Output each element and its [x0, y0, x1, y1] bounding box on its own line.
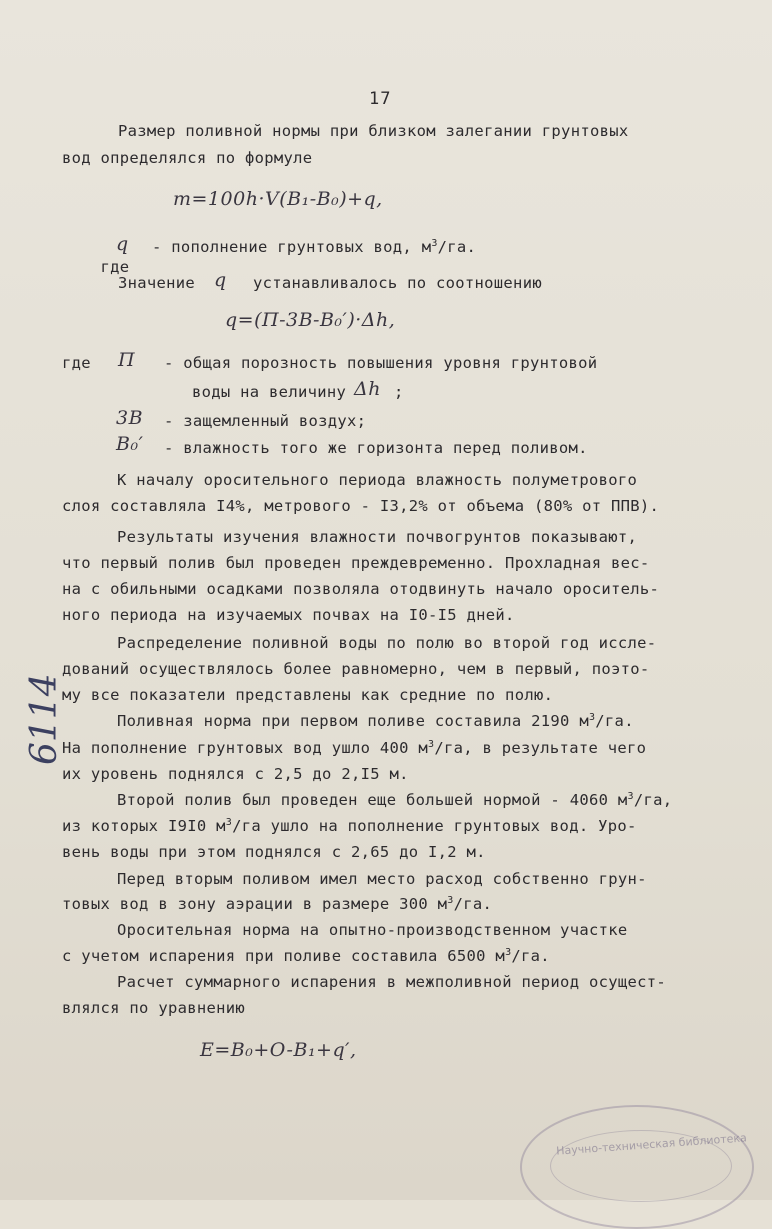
text-line: Размер поливной нормы при близком залегании грунтовых [118, 122, 629, 140]
symbol-delta-h: Δh [354, 378, 381, 400]
text-line [117, 711, 634, 731]
formula-evaporation: E=B₀+O-B₁+q′, [200, 1039, 357, 1061]
superscript: 3 [505, 946, 512, 958]
unit-text: /га. [511, 947, 550, 965]
text-line: слоя составляла I4%, метрового - I3,2% от объема (80% от ППВ). [62, 497, 660, 515]
text-line [62, 894, 492, 914]
text-part: На пополнение грунтовых вод ушло 400 м [62, 739, 429, 757]
text-line: Расчет суммарного испарения в межполивной период осущест- [117, 973, 667, 991]
text-part: товых вод в зону аэрации в размере 300 м [62, 895, 448, 913]
superscript: 3 [428, 738, 435, 750]
text-line: что первый полив был проведен преждевременно. Прохладная вес- [62, 554, 650, 572]
text-line: Оросительная норма на опытно-производственном участке [117, 921, 628, 939]
text-part: /га, в результате чего [434, 739, 647, 757]
text-line [62, 946, 550, 966]
text-line: Результаты изучения влажности почвогрунтов показывают, [117, 528, 638, 546]
library-stamp-text: Научно-техническая библиотека [555, 1131, 748, 1158]
unit-text: /га. [595, 712, 634, 730]
symbol-P: П [118, 349, 136, 371]
text-line: воды на величину [192, 383, 347, 401]
text-line: вод определялся по формуле [62, 149, 313, 167]
definition-text: - пополнение грунтовых вод, м [152, 238, 432, 256]
formula-q: q=(П-3В-B₀′)·Δh, [225, 309, 396, 331]
text-line: вень воды при этом поднялся с 2,65 до I,2 м. [62, 843, 486, 861]
text-line: Перед вторым поливом имел место расход собственно грун- [117, 870, 647, 888]
superscript: 3 [225, 816, 233, 828]
text-line: их уровень поднялся с 2,5 до 2,I5 м. [62, 765, 409, 783]
text-line: дований осуществлялось более равномерно, чем в первый, поэто- [62, 660, 650, 678]
formula-irrigation-norm: m=100h·V(B₁-B₀)+q, [173, 188, 383, 210]
symbol-q: q [116, 233, 129, 255]
text-line [62, 738, 646, 758]
text-line [152, 237, 476, 257]
text-line: на с обильными осадками позволяла отодвинуть начало ороситель- [62, 580, 660, 598]
text-part: из которых I9I0 м [62, 817, 226, 835]
text-part: /га ушло на пополнение грунтовых вод. Уро- [232, 817, 637, 835]
symbol-B0-prime: B₀′ [116, 433, 144, 455]
superscript: 3 [588, 711, 596, 723]
unit-text: /га, [633, 791, 673, 809]
text-line: устанавливалось по соотношению [253, 274, 542, 292]
superscript: 3 [447, 894, 454, 906]
text-part: с учетом испарения при поливе составила 6500 м [62, 947, 506, 965]
label-where: где [62, 354, 91, 372]
superscript: 3 [431, 237, 438, 249]
text-line: - влажность того же горизонта перед поливом. [164, 439, 588, 457]
symbol-3V: 3В [116, 407, 144, 429]
text-line: ного периода на изучаемых почвах на I0-I5 дней. [62, 606, 515, 624]
text-line: - общая порозность повышения уровня грунтовой [164, 354, 598, 372]
text-line: ; [394, 383, 404, 401]
text-line: К началу оросительного периода влажность полуметрового [117, 471, 638, 489]
text-part: Второй полив был проведен еще большей нормой - 4060 м [117, 791, 628, 809]
text-line [62, 816, 637, 836]
page-number: 17 [369, 89, 392, 109]
text-line: Распределение поливной воды по полю во второй год иссле- [117, 634, 657, 652]
text-line: - защемленный воздух; [164, 412, 367, 430]
margin-inventory-number: 6114 [24, 673, 65, 765]
label-where: где [100, 258, 130, 276]
unit-text: /га. [453, 895, 493, 913]
unit-text: /га. [437, 238, 477, 256]
text-line [117, 790, 672, 810]
text-part: Поливная норма при первом поливе составила 2190 м [117, 712, 589, 730]
text-line: влялся по уравнению [62, 999, 246, 1017]
text-line: Значение [118, 274, 196, 292]
text-line: му все показатели представлены как средние по полю. [62, 686, 554, 704]
symbol-q: q [214, 269, 227, 291]
superscript: 3 [627, 790, 634, 802]
